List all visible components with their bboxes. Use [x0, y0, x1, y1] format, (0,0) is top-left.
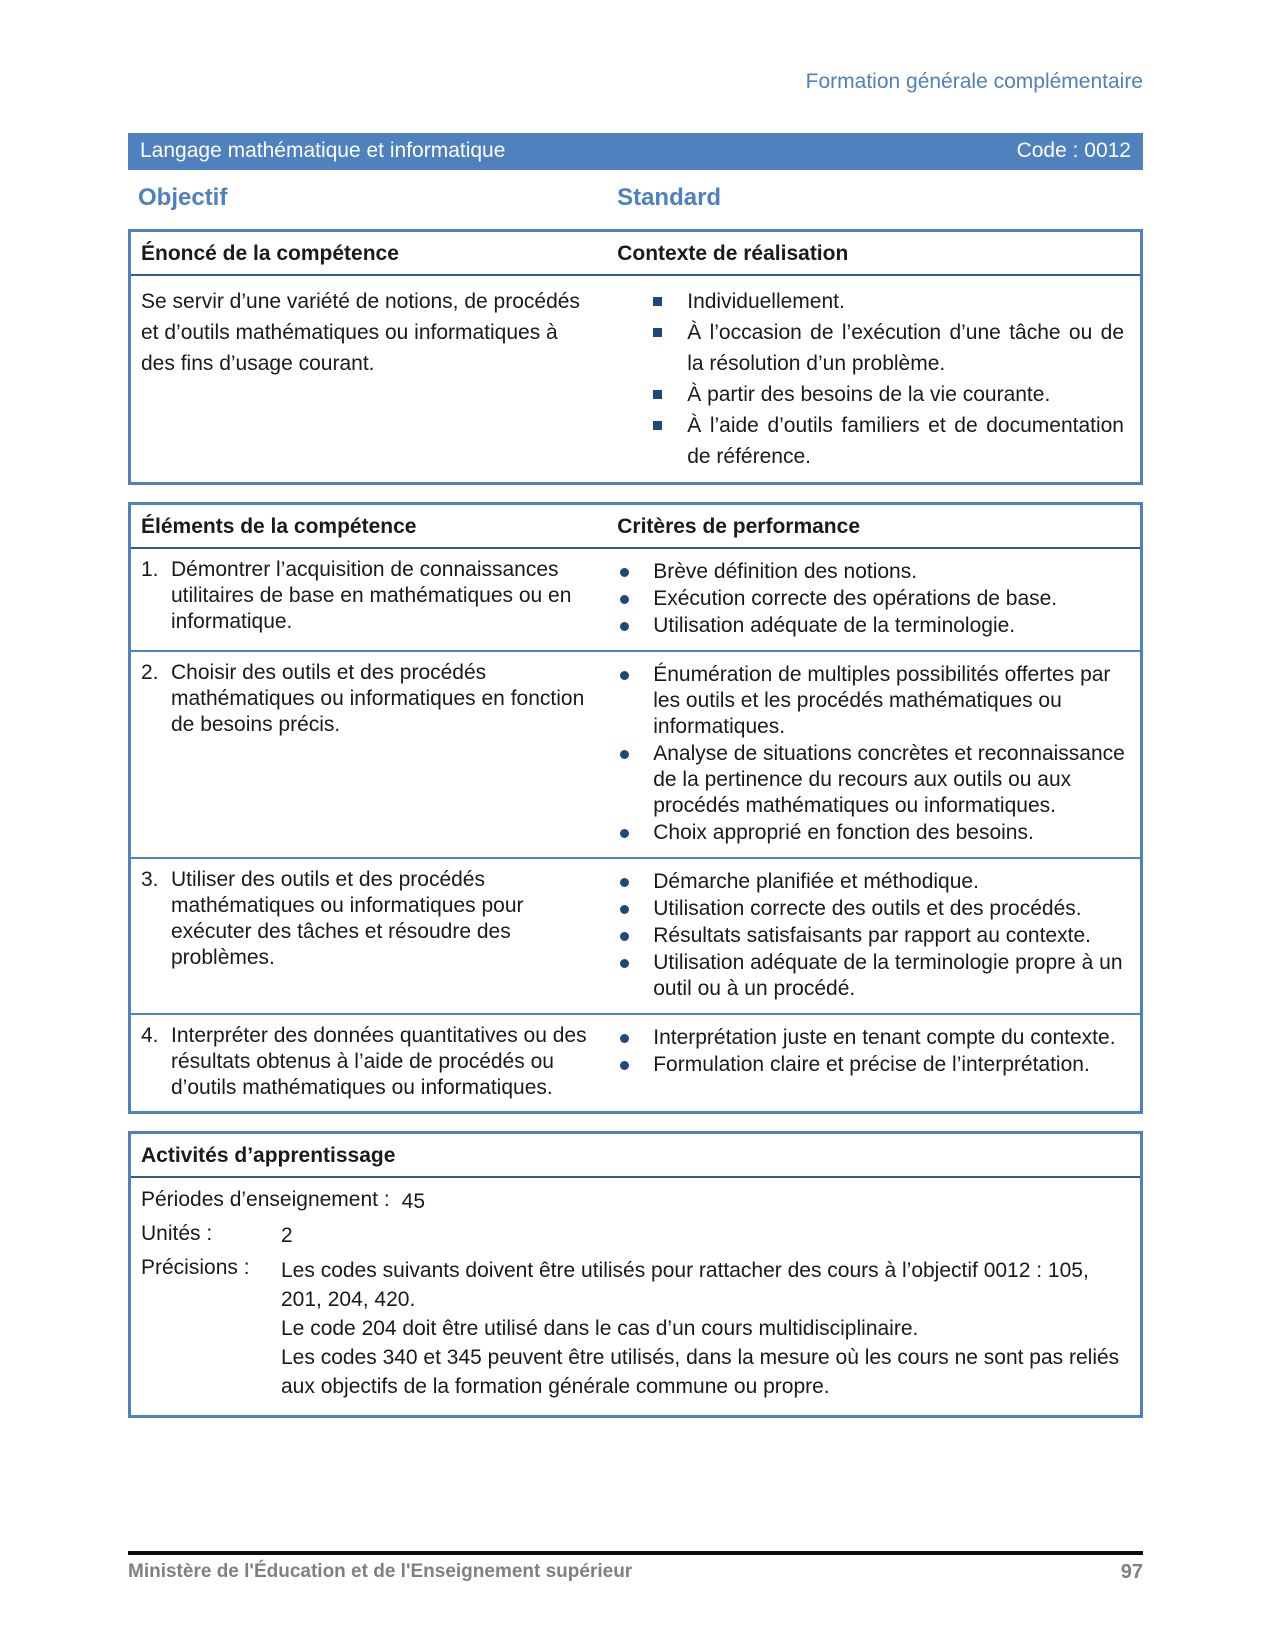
criteria-list: [617, 1025, 1130, 1078]
banner-title: Langage mathématique et informatique: [140, 139, 506, 162]
criteria-item: Exécution correcte des opérations de base.: [617, 586, 1130, 612]
criteria-item: Énumération de multiples possibilités offertes par les outils et les procédés mathématiques ou informatiques.: [617, 662, 1130, 740]
enonce-header: Énoncé de la compétence: [141, 242, 399, 265]
periodes-value: 45: [401, 1190, 426, 1213]
context-item: Individuellement.: [645, 286, 1130, 317]
table-row: [131, 549, 1140, 650]
activities-line: [141, 1222, 1130, 1250]
elements-table: [128, 502, 1143, 1114]
elements-table-header: [131, 505, 1140, 549]
column-headings: [128, 184, 1143, 212]
activities-header-row: [131, 1134, 1140, 1178]
criteria-cell: [607, 859, 1140, 1013]
element-text: Utiliser des outils et des procédés mathématiques ou informatiques pour exécuter des tâches et résoudre des problèmes.: [171, 868, 524, 969]
criteria-cell: [607, 652, 1140, 857]
criteria-item: Choix approprié en fonction des besoins.: [617, 820, 1130, 846]
row-number: 4.: [141, 1024, 159, 1047]
precisions-paragraph: Les codes 340 et 345 peuvent être utilisés, dans la mesure où les cours ne sont pas reliés aux objectifs de la formation générale commune ou propre.: [281, 1346, 1120, 1398]
unites-label: Unités :: [141, 1222, 213, 1245]
banner-code: Code : 0012: [1016, 139, 1131, 162]
criteria-item: Brève définition des notions.: [617, 559, 1130, 585]
element-cell: [131, 549, 607, 650]
competence-table-body: [131, 276, 1140, 482]
criteria-cell: [607, 549, 1140, 650]
element-cell: [131, 859, 607, 1013]
criteria-cell: [607, 1015, 1140, 1111]
element-text: Choisir des outils et des procédés mathématiques ou informatiques en fonction de besoins précis.: [171, 661, 585, 736]
criteria-item: Utilisation adéquate de la terminologie.: [617, 613, 1130, 639]
criteria-item: Utilisation correcte des outils et des procédés.: [617, 896, 1130, 922]
criteria-item: Interprétation juste en tenant compte du contexte.: [617, 1025, 1130, 1051]
activities-line: [141, 1188, 1130, 1216]
context-item: À l’aide d’outils familiers et de documentation de référence.: [645, 410, 1130, 472]
criteres-header: Critères de performance: [617, 515, 860, 538]
activities-header: Activités d’apprentissage: [141, 1144, 396, 1167]
table-row: [131, 1013, 1140, 1111]
precisions-paragraph: Le code 204 doit être utilisé dans le cas d’un cours multidisciplinaire.: [281, 1317, 919, 1340]
activities-body: [131, 1178, 1140, 1415]
criteria-item: Formulation claire et précise de l’interprétation.: [617, 1052, 1130, 1078]
criteria-item: Analyse de situations concrètes et reconnaissance de la pertinence du recours aux outils ou aux procédés mathématiques ou informatiques.: [617, 741, 1130, 819]
contexte-header: Contexte de réalisation: [617, 242, 849, 265]
element-text: Interpréter des données quantitatives ou des résultats obtenus à l’aide de procédés ou d’outils mathématiques ou informatiques.: [171, 1024, 587, 1099]
context-item: À l’occasion de l’exécution d’une tâche ou de la résolution d’un problème.: [645, 317, 1130, 379]
context-list: [617, 286, 1130, 472]
row-number: 3.: [141, 868, 159, 891]
precisions-paragraphs: [281, 1256, 1130, 1401]
objectif-heading: Objectif: [138, 184, 228, 211]
course-banner: [128, 133, 1143, 170]
criteria-item: Démarche planifiée et méthodique.: [617, 869, 1130, 895]
section-eyebrow: Formation générale complémentaire: [805, 70, 1143, 93]
activities-box: [128, 1131, 1143, 1418]
competence-table-header: [131, 232, 1140, 276]
standard-heading: Standard: [617, 184, 722, 211]
element-text: Démontrer l’acquisition de connaissances utilitaires de base en mathématiques ou en informatique.: [171, 558, 572, 633]
context-item: À partir des besoins de la vie courante.: [645, 379, 1130, 410]
criteria-list: [617, 559, 1130, 639]
table-row: [131, 857, 1140, 1013]
activities-line: [141, 1256, 1130, 1401]
unites-value: 2: [281, 1224, 293, 1247]
competence-table: [128, 229, 1143, 485]
row-number: 1.: [141, 558, 159, 581]
enonce-cell: [131, 276, 607, 482]
page-footer: [128, 1551, 1143, 1584]
criteria-item: Résultats satisfaisants par rapport au contexte.: [617, 923, 1130, 949]
contexte-cell: [607, 276, 1140, 482]
footer-page-number: 97: [1120, 1561, 1143, 1583]
criteria-list: [617, 869, 1130, 1002]
precisions-label: Précisions :: [141, 1256, 250, 1279]
elements-header: Éléments de la compétence: [141, 515, 417, 538]
periodes-label: Périodes d’enseignement :: [141, 1188, 390, 1211]
row-number: 2.: [141, 661, 159, 684]
competence-statement: Se servir d’une variété de notions, de procédés et d’outils mathématiques ou informatiques à des fins d’usage courant.: [141, 290, 580, 375]
table-row: [131, 650, 1140, 857]
criteria-item: Utilisation adéquate de la terminologie propre à un outil ou à un procédé.: [617, 950, 1130, 1002]
element-cell: [131, 652, 607, 857]
element-cell: [131, 1015, 607, 1111]
precisions-paragraph: Les codes suivants doivent être utilisés pour rattacher des cours à l’objectif 0012 : 105, 201, 204, 420.: [281, 1259, 1089, 1311]
criteria-list: [617, 662, 1130, 846]
footer-ministry: Ministère de l'Éducation et de l'Enseignement supérieur: [128, 1561, 633, 1582]
